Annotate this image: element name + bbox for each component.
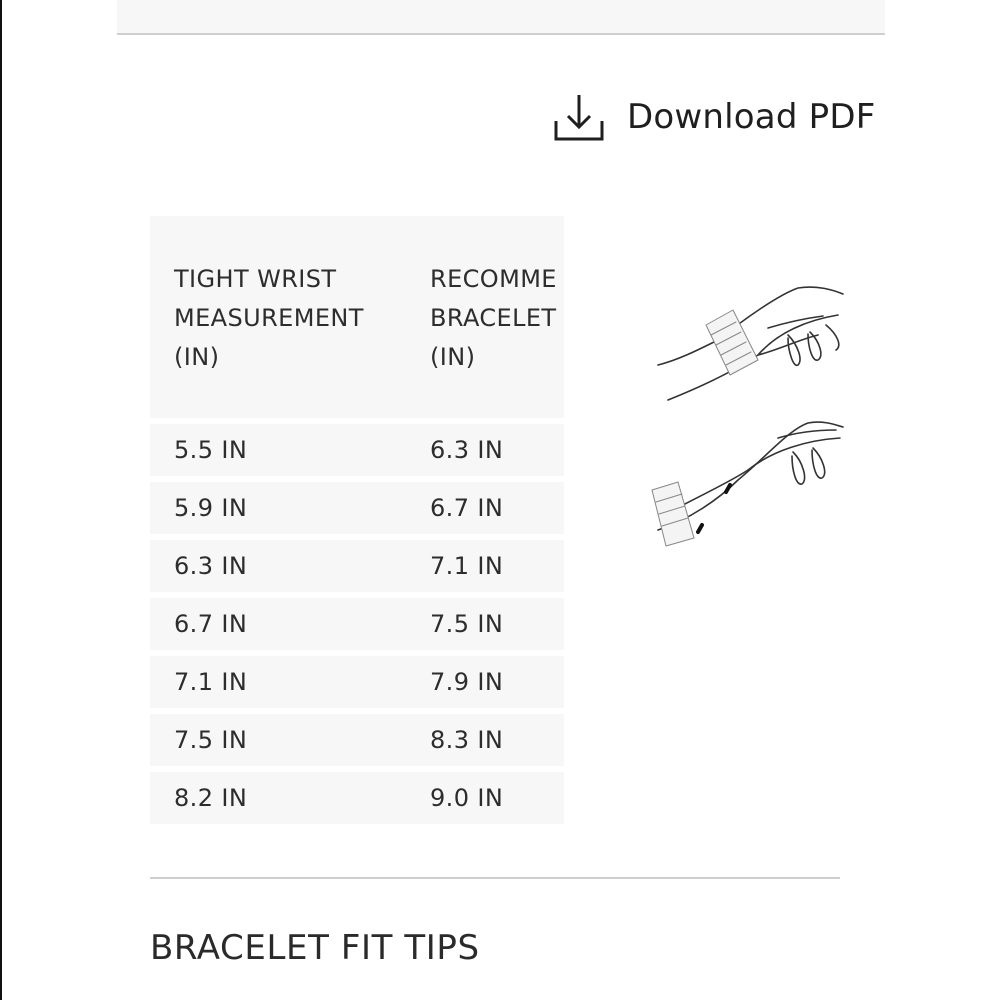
- table-row: [150, 424, 564, 476]
- top-band: [117, 0, 885, 35]
- bracelet-cell: 9.0 IN: [430, 784, 504, 812]
- wrist-cell: 6.7 IN: [174, 610, 248, 638]
- bracelet-cell: 8.3 IN: [430, 726, 504, 754]
- wrist-cell: 7.5 IN: [174, 726, 248, 754]
- wrist-cell: 8.2 IN: [174, 784, 248, 812]
- wrist-measuring-illustration: [648, 280, 848, 555]
- wrist-cell: 7.1 IN: [174, 668, 248, 696]
- wrist-cell: 5.5 IN: [174, 436, 248, 464]
- header-recommended-bracelet: RECOMME BRACELET (IN): [430, 265, 557, 371]
- table-row: [150, 772, 564, 824]
- table-header: [150, 216, 564, 418]
- bracelet-cell: 7.9 IN: [430, 668, 504, 696]
- window-edge: [0, 0, 2, 1000]
- table-row: [150, 656, 564, 708]
- table-row: [150, 714, 564, 766]
- bracelet-cell: 7.5 IN: [430, 610, 504, 638]
- download-icon: [553, 91, 605, 143]
- section-divider: [150, 877, 840, 879]
- wrist-cell: 5.9 IN: [174, 494, 248, 522]
- table-row: [150, 482, 564, 534]
- download-pdf-label: Download PDF: [627, 97, 876, 137]
- bracelet-cell: 6.7 IN: [430, 494, 504, 522]
- size-table[interactable]: [150, 216, 564, 826]
- bracelet-fit-tips-heading: BRACELET FIT TIPS: [150, 928, 480, 968]
- wrist-cell: 6.3 IN: [174, 552, 248, 580]
- bracelet-cell: 7.1 IN: [430, 552, 504, 580]
- table-row: [150, 598, 564, 650]
- header-tight-wrist: TIGHT WRIST MEASUREMENT (IN): [174, 265, 364, 371]
- bracelet-cell: 6.3 IN: [430, 436, 504, 464]
- table-row: [150, 540, 564, 592]
- download-pdf-button[interactable]: [553, 82, 893, 152]
